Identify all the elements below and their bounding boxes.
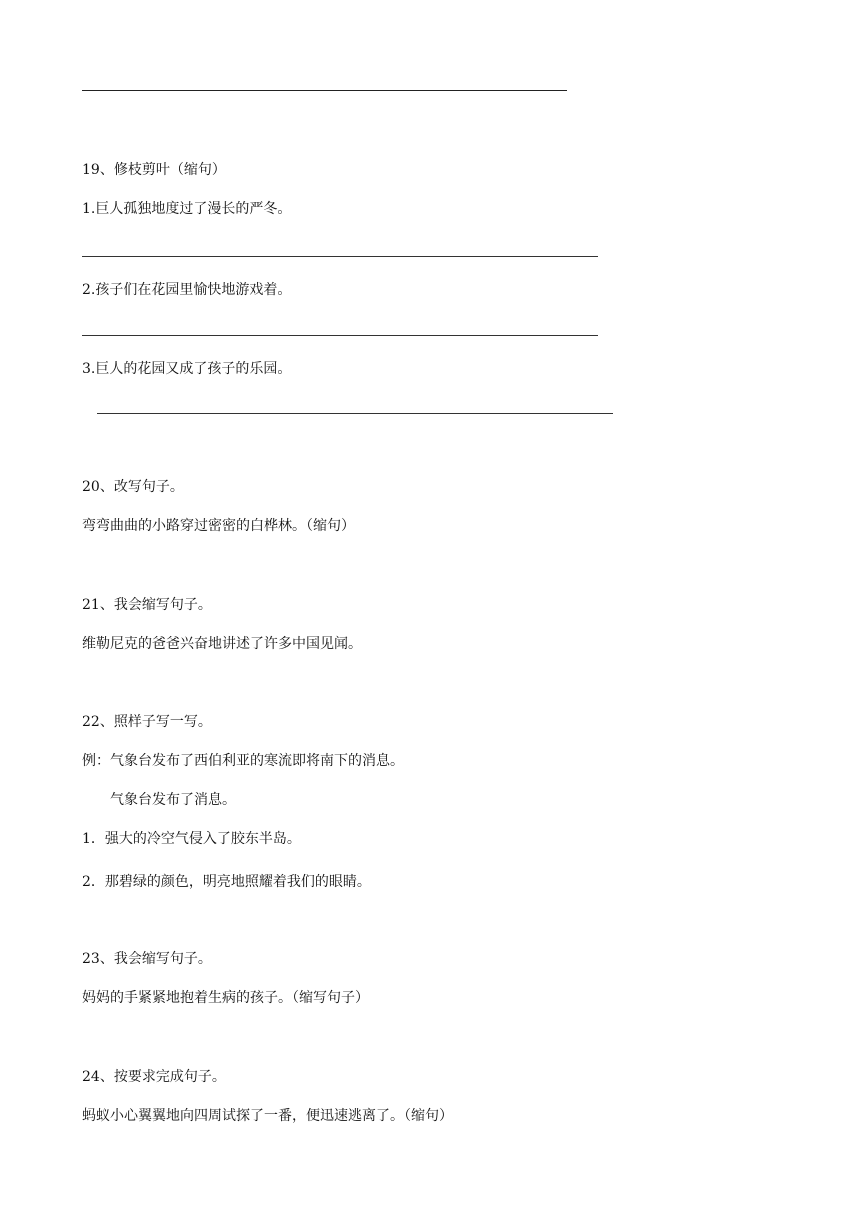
question-19-title: 19、修枝剪叶（缩句） [82, 162, 226, 178]
answer-line-19-2[interactable] [82, 335, 598, 336]
question-22-example: 例：气象台发布了西伯利亚的寒流即将南下的消息。 [82, 753, 404, 769]
question-22-example-answer: 气象台发布了消息。 [110, 792, 236, 808]
question-19-item-1: 1.巨人孤独地度过了漫长的严冬。 [82, 201, 292, 217]
question-21-sentence: 维勒尼克的爸爸兴奋地讲述了许多中国见闻。 [82, 636, 362, 652]
question-22-title: 22、照样子写一写。 [82, 714, 212, 730]
question-20-title: 20、改写句子。 [82, 479, 184, 495]
answer-line-19-3[interactable] [97, 413, 613, 414]
question-23-title: 23、我会缩写句子。 [82, 951, 212, 967]
question-20-sentence: 弯弯曲曲的小路穿过密密的白桦林。（缩句） [82, 518, 355, 534]
question-19-item-2: 2.孩子们在花园里愉快地游戏着。 [82, 282, 292, 298]
question-24-title: 24、按要求完成句子。 [82, 1069, 226, 1085]
question-24-sentence: 蚂蚁小心翼翼地向四周试探了一番，便迅速逃离了。（缩句） [82, 1108, 453, 1124]
answer-line-19-1[interactable] [82, 256, 598, 257]
question-22-item-1: 1．强大的冷空气侵入了胶东半岛。 [82, 831, 301, 847]
answer-line-previous[interactable] [82, 90, 567, 91]
question-19-item-3: 3.巨人的花园又成了孩子的乐园。 [82, 361, 292, 377]
question-21-title: 21、我会缩写句子。 [82, 597, 212, 613]
question-23-sentence: 妈妈的手紧紧地抱着生病的孩子。（缩写句子） [82, 990, 369, 1006]
question-22-item-2: 2．那碧绿的颜色，明亮地照耀着我们的眼睛。 [82, 874, 371, 890]
